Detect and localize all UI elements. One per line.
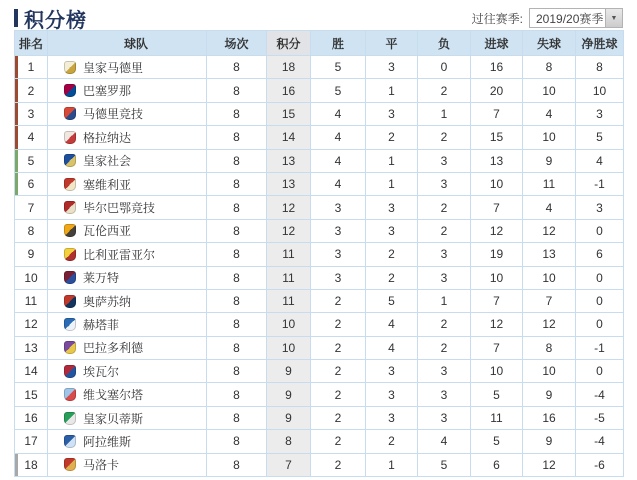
goal-diff-cell: 10 xyxy=(576,79,624,102)
team-wrap xyxy=(48,222,206,239)
played-cell: 8 xyxy=(207,266,267,289)
team-name: 奥萨苏纳 xyxy=(83,294,132,309)
team-crest-icon xyxy=(64,458,76,471)
col-header-goals-for: 进球 xyxy=(471,31,523,56)
goals-for-cell: 19 xyxy=(471,243,523,266)
goals-for-cell: 10 xyxy=(471,172,523,195)
qualification-zone-bar xyxy=(15,243,18,265)
draws-cell: 3 xyxy=(366,406,418,429)
team-wrap xyxy=(48,456,206,473)
team-cell xyxy=(48,56,207,79)
points-cell: 11 xyxy=(267,289,311,312)
played-cell: 8 xyxy=(207,453,267,476)
team-wrap xyxy=(48,316,206,333)
rank-cell: 15 xyxy=(15,383,48,406)
played-cell: 8 xyxy=(207,360,267,383)
wins-cell: 3 xyxy=(311,219,366,242)
goal-diff-cell: 0 xyxy=(576,313,624,336)
col-header-rank: 排名 xyxy=(15,31,48,56)
team-name: 巴拉多利德 xyxy=(83,341,144,356)
wins-cell: 2 xyxy=(311,383,366,406)
goals-against-cell: 9 xyxy=(523,430,576,453)
qualification-zone-bar xyxy=(15,103,18,125)
table-row xyxy=(15,266,624,289)
team-cell xyxy=(48,126,207,149)
team-name: 巴塞罗那 xyxy=(83,84,132,99)
points-cell: 11 xyxy=(267,266,311,289)
team-wrap xyxy=(48,269,206,286)
goal-diff-cell: 0 xyxy=(576,289,624,312)
goals-for-cell: 5 xyxy=(471,430,523,453)
col-header-points: 积分 xyxy=(267,31,311,56)
goals-against-cell: 12 xyxy=(523,219,576,242)
table-row xyxy=(15,430,624,453)
team-name: 埃瓦尔 xyxy=(83,364,120,379)
team-name: 毕尔巴鄂竞技 xyxy=(83,201,156,216)
col-header-team: 球队 xyxy=(48,31,207,56)
wins-cell: 4 xyxy=(311,126,366,149)
losses-cell: 3 xyxy=(418,266,471,289)
draws-cell: 1 xyxy=(366,149,418,172)
draws-cell: 1 xyxy=(366,79,418,102)
team-cell xyxy=(48,172,207,195)
team-wrap xyxy=(48,82,206,99)
losses-cell: 2 xyxy=(418,313,471,336)
rank-cell: 6 xyxy=(15,172,48,195)
goals-for-cell: 13 xyxy=(471,149,523,172)
draws-cell: 1 xyxy=(366,453,418,476)
team-crest-icon xyxy=(64,412,76,425)
team-wrap xyxy=(48,176,206,193)
table-row xyxy=(15,102,624,125)
played-cell: 8 xyxy=(207,126,267,149)
rank-cell: 12 xyxy=(15,313,48,336)
team-name: 马洛卡 xyxy=(83,458,120,473)
table-row xyxy=(15,336,624,359)
team-cell xyxy=(48,243,207,266)
losses-cell: 2 xyxy=(418,196,471,219)
table-row xyxy=(15,383,624,406)
team-wrap xyxy=(48,363,206,380)
losses-cell: 2 xyxy=(418,219,471,242)
team-crest-icon xyxy=(64,107,76,120)
table-row xyxy=(15,172,624,195)
table-row xyxy=(15,219,624,242)
rank-cell: 4 xyxy=(15,126,48,149)
goals-for-cell: 15 xyxy=(471,126,523,149)
points-cell: 10 xyxy=(267,336,311,359)
standings-table xyxy=(14,30,624,477)
table-row xyxy=(15,56,624,79)
qualification-zone-bar xyxy=(15,383,18,405)
team-wrap xyxy=(48,129,206,146)
team-crest-icon xyxy=(64,388,76,401)
team-name: 比利亚雷亚尔 xyxy=(83,247,156,262)
draws-cell: 2 xyxy=(366,243,418,266)
table-row xyxy=(15,126,624,149)
played-cell: 8 xyxy=(207,172,267,195)
table-row xyxy=(15,289,624,312)
losses-cell: 4 xyxy=(418,430,471,453)
played-cell: 8 xyxy=(207,289,267,312)
points-cell: 13 xyxy=(267,149,311,172)
team-wrap xyxy=(48,199,206,216)
draws-cell: 2 xyxy=(366,266,418,289)
rank-cell: 7 xyxy=(15,196,48,219)
draws-cell: 3 xyxy=(366,383,418,406)
team-name: 瓦伦西亚 xyxy=(83,224,132,239)
draws-cell: 1 xyxy=(366,172,418,195)
wins-cell: 2 xyxy=(311,313,366,336)
rank-cell: 17 xyxy=(15,430,48,453)
goal-diff-cell: -4 xyxy=(576,383,624,406)
qualification-zone-bar xyxy=(15,360,18,382)
team-name: 皇家马德里 xyxy=(83,60,144,75)
draws-cell: 3 xyxy=(366,102,418,125)
wins-cell: 4 xyxy=(311,102,366,125)
draws-cell: 2 xyxy=(366,126,418,149)
standings-rows xyxy=(15,56,624,477)
losses-cell: 1 xyxy=(418,102,471,125)
team-crest-icon xyxy=(64,341,76,354)
team-name: 皇家社会 xyxy=(83,154,132,169)
goal-diff-cell: -1 xyxy=(576,336,624,359)
qualification-zone-bar xyxy=(15,56,18,78)
played-cell: 8 xyxy=(207,383,267,406)
team-cell xyxy=(48,266,207,289)
col-header-played: 场次 xyxy=(207,31,267,56)
team-cell xyxy=(48,336,207,359)
goals-against-cell: 11 xyxy=(523,172,576,195)
qualification-zone-bar xyxy=(15,313,18,335)
points-cell: 9 xyxy=(267,383,311,406)
losses-cell: 2 xyxy=(418,336,471,359)
team-wrap xyxy=(48,410,206,427)
rank-cell: 14 xyxy=(15,360,48,383)
points-cell: 9 xyxy=(267,406,311,429)
losses-cell: 5 xyxy=(418,453,471,476)
team-cell xyxy=(48,383,207,406)
wins-cell: 2 xyxy=(311,406,366,429)
rank-cell: 3 xyxy=(15,102,48,125)
rank-cell: 10 xyxy=(15,266,48,289)
draws-cell: 2 xyxy=(366,430,418,453)
qualification-zone-bar xyxy=(15,267,18,289)
qualification-zone-bar xyxy=(15,337,18,359)
goals-against-cell: 12 xyxy=(523,453,576,476)
goals-against-cell: 8 xyxy=(523,336,576,359)
draws-cell: 3 xyxy=(366,56,418,79)
goals-against-cell: 8 xyxy=(523,56,576,79)
team-crest-icon xyxy=(64,154,76,167)
goal-diff-cell: -4 xyxy=(576,430,624,453)
goals-for-cell: 6 xyxy=(471,453,523,476)
wins-cell: 2 xyxy=(311,360,366,383)
wins-cell: 3 xyxy=(311,266,366,289)
team-cell xyxy=(48,360,207,383)
draws-cell: 3 xyxy=(366,219,418,242)
team-wrap xyxy=(48,59,206,76)
losses-cell: 0 xyxy=(418,56,471,79)
team-cell xyxy=(48,453,207,476)
wins-cell: 3 xyxy=(311,243,366,266)
goals-against-cell: 12 xyxy=(523,313,576,336)
team-cell xyxy=(48,79,207,102)
played-cell: 8 xyxy=(207,196,267,219)
season-selector-label: 过往赛季: xyxy=(471,11,523,26)
table-row xyxy=(15,243,624,266)
draws-cell: 5 xyxy=(366,289,418,312)
team-crest-icon xyxy=(64,248,76,261)
team-cell xyxy=(48,196,207,219)
team-crest-icon xyxy=(64,131,76,144)
losses-cell: 3 xyxy=(418,172,471,195)
team-crest-icon xyxy=(64,178,76,191)
team-wrap xyxy=(48,105,206,122)
team-crest-icon xyxy=(64,271,76,284)
table-row xyxy=(15,313,624,336)
losses-cell: 3 xyxy=(418,360,471,383)
points-cell: 12 xyxy=(267,196,311,219)
points-cell: 18 xyxy=(267,56,311,79)
season-select-value: 2019/20赛季 xyxy=(536,11,604,26)
played-cell: 8 xyxy=(207,313,267,336)
team-cell xyxy=(48,149,207,172)
points-cell: 14 xyxy=(267,126,311,149)
goals-against-cell: 9 xyxy=(523,383,576,406)
team-wrap xyxy=(48,339,206,356)
points-cell: 10 xyxy=(267,313,311,336)
table-row xyxy=(15,453,624,476)
goals-against-cell: 16 xyxy=(523,406,576,429)
played-cell: 8 xyxy=(207,56,267,79)
topbar xyxy=(0,0,637,30)
team-crest-icon xyxy=(64,224,76,237)
team-crest-icon xyxy=(64,201,76,214)
losses-cell: 3 xyxy=(418,406,471,429)
team-wrap xyxy=(48,386,206,403)
goal-diff-cell: 4 xyxy=(576,149,624,172)
team-name: 赫塔菲 xyxy=(83,317,120,332)
played-cell: 8 xyxy=(207,219,267,242)
goals-against-cell: 13 xyxy=(523,243,576,266)
team-name: 皇家贝蒂斯 xyxy=(83,411,144,426)
points-cell: 8 xyxy=(267,430,311,453)
goal-diff-cell: -5 xyxy=(576,406,624,429)
goals-against-cell: 10 xyxy=(523,266,576,289)
goals-for-cell: 11 xyxy=(471,406,523,429)
points-cell: 12 xyxy=(267,219,311,242)
team-name: 格拉纳达 xyxy=(83,130,132,145)
losses-cell: 1 xyxy=(418,289,471,312)
draws-cell: 3 xyxy=(366,196,418,219)
losses-cell: 2 xyxy=(418,126,471,149)
wins-cell: 5 xyxy=(311,79,366,102)
season-select[interactable] xyxy=(529,8,623,28)
goals-for-cell: 20 xyxy=(471,79,523,102)
team-name: 阿拉维斯 xyxy=(83,434,132,449)
points-cell: 7 xyxy=(267,453,311,476)
goal-diff-cell: 6 xyxy=(576,243,624,266)
draws-cell: 4 xyxy=(366,336,418,359)
points-cell: 9 xyxy=(267,360,311,383)
goal-diff-cell: 3 xyxy=(576,196,624,219)
team-wrap xyxy=(48,293,206,310)
played-cell: 8 xyxy=(207,79,267,102)
qualification-zone-bar xyxy=(15,430,18,452)
losses-cell: 3 xyxy=(418,243,471,266)
team-crest-icon xyxy=(64,318,76,331)
goal-diff-cell: -1 xyxy=(576,172,624,195)
goal-diff-cell: 5 xyxy=(576,126,624,149)
col-header-draws: 平 xyxy=(366,31,418,56)
goals-against-cell: 4 xyxy=(523,102,576,125)
goals-against-cell: 9 xyxy=(523,149,576,172)
rank-cell: 9 xyxy=(15,243,48,266)
wins-cell: 2 xyxy=(311,289,366,312)
goals-for-cell: 12 xyxy=(471,219,523,242)
played-cell: 8 xyxy=(207,102,267,125)
goal-diff-cell: 8 xyxy=(576,56,624,79)
points-cell: 16 xyxy=(267,79,311,102)
header-row xyxy=(15,31,624,56)
goals-for-cell: 7 xyxy=(471,196,523,219)
rank-cell: 13 xyxy=(15,336,48,359)
table-row xyxy=(15,406,624,429)
goals-for-cell: 10 xyxy=(471,360,523,383)
team-crest-icon xyxy=(64,84,76,97)
col-header-goals-against: 失球 xyxy=(523,31,576,56)
title-accent-bar xyxy=(14,9,18,27)
rank-cell: 16 xyxy=(15,406,48,429)
table-row xyxy=(15,360,624,383)
rank-cell: 8 xyxy=(15,219,48,242)
goals-for-cell: 5 xyxy=(471,383,523,406)
draws-cell: 4 xyxy=(366,313,418,336)
played-cell: 8 xyxy=(207,243,267,266)
qualification-zone-bar xyxy=(15,173,18,195)
col-header-goal-diff: 净胜球 xyxy=(576,31,624,56)
goals-against-cell: 4 xyxy=(523,196,576,219)
played-cell: 8 xyxy=(207,336,267,359)
wins-cell: 2 xyxy=(311,336,366,359)
losses-cell: 2 xyxy=(418,79,471,102)
wins-cell: 5 xyxy=(311,56,366,79)
goal-diff-cell: 0 xyxy=(576,360,624,383)
col-header-losses: 负 xyxy=(418,31,471,56)
qualification-zone-bar xyxy=(15,150,18,172)
played-cell: 8 xyxy=(207,406,267,429)
wins-cell: 4 xyxy=(311,149,366,172)
table-row xyxy=(15,149,624,172)
goals-for-cell: 12 xyxy=(471,313,523,336)
team-wrap xyxy=(48,246,206,263)
goals-against-cell: 7 xyxy=(523,289,576,312)
team-name: 马德里竞技 xyxy=(83,107,144,122)
team-cell xyxy=(48,289,207,312)
qualification-zone-bar xyxy=(15,79,18,101)
rank-cell: 11 xyxy=(15,289,48,312)
team-name: 维戈塞尔塔 xyxy=(83,388,144,403)
table-row xyxy=(15,196,624,219)
draws-cell: 3 xyxy=(366,360,418,383)
col-header-wins: 胜 xyxy=(311,31,366,56)
team-crest-icon xyxy=(64,295,76,308)
goals-for-cell: 7 xyxy=(471,336,523,359)
points-cell: 11 xyxy=(267,243,311,266)
team-crest-icon xyxy=(64,365,76,378)
wins-cell: 4 xyxy=(311,172,366,195)
team-cell xyxy=(48,313,207,336)
goal-diff-cell: 0 xyxy=(576,266,624,289)
losses-cell: 3 xyxy=(418,149,471,172)
goals-for-cell: 10 xyxy=(471,266,523,289)
team-crest-icon xyxy=(64,435,76,448)
table-header xyxy=(15,31,624,56)
qualification-zone-bar xyxy=(15,290,18,312)
team-wrap xyxy=(48,152,206,169)
goals-against-cell: 10 xyxy=(523,126,576,149)
season-selector-group xyxy=(472,8,623,28)
wins-cell: 2 xyxy=(311,430,366,453)
goals-against-cell: 10 xyxy=(523,79,576,102)
goal-diff-cell: 0 xyxy=(576,219,624,242)
goal-diff-cell: -6 xyxy=(576,453,624,476)
rank-cell: 5 xyxy=(15,149,48,172)
goals-against-cell: 10 xyxy=(523,360,576,383)
qualification-zone-bar xyxy=(15,407,18,429)
page-title: 积分榜 xyxy=(24,9,87,32)
goals-for-cell: 7 xyxy=(471,289,523,312)
title-group xyxy=(14,4,87,33)
qualification-zone-bar xyxy=(15,220,18,242)
qualification-zone-bar xyxy=(15,454,18,476)
wins-cell: 2 xyxy=(311,453,366,476)
losses-cell: 3 xyxy=(418,383,471,406)
team-name: 莱万特 xyxy=(83,271,120,286)
rank-cell: 2 xyxy=(15,79,48,102)
played-cell: 8 xyxy=(207,430,267,453)
team-name: 塞维利亚 xyxy=(83,177,132,192)
team-cell xyxy=(48,102,207,125)
goals-for-cell: 7 xyxy=(471,102,523,125)
rank-cell: 18 xyxy=(15,453,48,476)
rank-cell: 1 xyxy=(15,56,48,79)
team-wrap xyxy=(48,433,206,450)
wins-cell: 3 xyxy=(311,196,366,219)
team-cell xyxy=(48,219,207,242)
points-cell: 13 xyxy=(267,172,311,195)
qualification-zone-bar xyxy=(15,196,18,218)
qualification-zone-bar xyxy=(15,126,18,148)
team-cell xyxy=(48,406,207,429)
points-cell: 15 xyxy=(267,102,311,125)
goals-for-cell: 16 xyxy=(471,56,523,79)
team-cell xyxy=(48,430,207,453)
caret-down-icon[interactable]: ▼ xyxy=(605,9,622,27)
table-row xyxy=(15,79,624,102)
team-crest-icon xyxy=(64,61,76,74)
goal-diff-cell: 3 xyxy=(576,102,624,125)
played-cell: 8 xyxy=(207,149,267,172)
